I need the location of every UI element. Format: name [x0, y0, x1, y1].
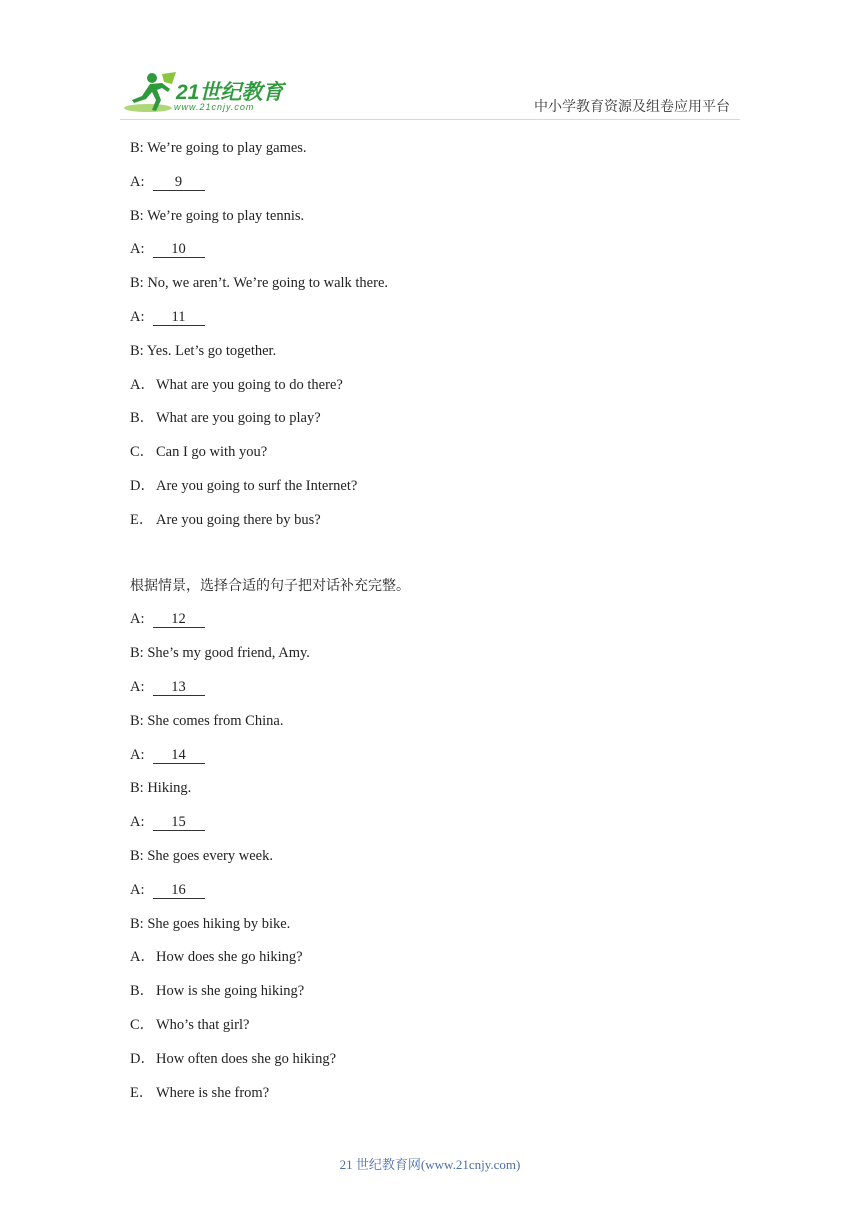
- answer-blank-row: [130, 880, 750, 914]
- option-letter: A．: [130, 949, 155, 966]
- answer-blank-row: [130, 307, 750, 341]
- option-letter: A．: [130, 376, 155, 393]
- speaker-label: A:: [130, 814, 145, 831]
- option-text: Are you going there by bus?: [156, 511, 321, 528]
- answer-blank[interactable]: 12: [153, 611, 205, 628]
- option-letter: D．: [130, 1050, 155, 1067]
- logo-url: www.21cnjy.com: [174, 102, 255, 112]
- footer-link[interactable]: 21 世纪教育网(www.21cnjy.com): [339, 1157, 521, 1172]
- answer-blank[interactable]: 9: [153, 174, 205, 191]
- option-text: Who’s that girl?: [156, 1016, 250, 1033]
- speaker-label: A:: [130, 881, 145, 898]
- option-item[interactable]: [130, 981, 750, 1015]
- exercise-content: [130, 138, 750, 1116]
- option-item[interactable]: [130, 1049, 750, 1083]
- option-letter: D．: [130, 477, 155, 494]
- option-item[interactable]: [130, 947, 750, 981]
- option-letter: E．: [130, 1084, 154, 1101]
- option-text: What are you going to do there?: [156, 376, 343, 393]
- option-item[interactable]: [130, 1083, 750, 1117]
- option-letter: B．: [130, 410, 155, 427]
- dialogue-line: B: We’re going to play games.: [130, 140, 307, 156]
- answer-blank[interactable]: 15: [153, 814, 205, 831]
- option-item[interactable]: [130, 510, 750, 544]
- option-item[interactable]: [130, 1015, 750, 1049]
- dialogue-line: B: No, we aren’t. We’re going to walk there.: [130, 275, 389, 292]
- options-section-1: [130, 375, 750, 544]
- speaker-label: A:: [130, 746, 145, 763]
- dialogue-line: B: We’re going to play tennis.: [130, 207, 305, 224]
- runner-logo-icon: [122, 70, 178, 116]
- answer-blank[interactable]: 13: [153, 679, 205, 696]
- answer-blank-row: [130, 609, 750, 643]
- answer-blank-row: [130, 745, 750, 779]
- option-item[interactable]: [130, 408, 750, 442]
- dialogue-section-1: [130, 138, 750, 375]
- section-gap: [130, 544, 750, 576]
- dialogue-line: B: Hiking.: [130, 780, 192, 797]
- answer-blank-row: [130, 172, 750, 206]
- options-section-2: [130, 947, 750, 1116]
- option-text: What are you going to play?: [156, 410, 321, 427]
- instruction-text: 根据情景，选择合适的句子把对话补充完整。: [130, 577, 410, 594]
- option-letter: B．: [130, 983, 155, 1000]
- dialogue-line: B: Yes. Let’s go together.: [130, 342, 277, 359]
- dialogue-line: B: She’s my good friend, Amy.: [130, 645, 310, 662]
- dialogue-line: B: She goes hiking by bike.: [130, 915, 291, 932]
- site-logo[interactable]: [122, 70, 292, 118]
- answer-blank[interactable]: 11: [153, 309, 205, 326]
- option-text: How is she going hiking?: [156, 983, 305, 1000]
- option-text: How does she go hiking?: [156, 949, 303, 966]
- option-text: How often does she go hiking?: [156, 1050, 337, 1067]
- option-text: Where is she from?: [156, 1084, 270, 1101]
- option-letter: C．: [130, 444, 155, 461]
- dialogue-line: B: She comes from China.: [130, 712, 284, 729]
- speaker-label: A:: [130, 173, 145, 190]
- option-item[interactable]: [130, 476, 750, 510]
- dialogue-line: B: She goes every week.: [130, 847, 273, 864]
- header-divider: [120, 119, 740, 120]
- option-item[interactable]: [130, 442, 750, 476]
- speaker-label: A:: [130, 241, 145, 258]
- dialogue-section-2: [130, 609, 750, 947]
- option-letter: E．: [130, 511, 154, 528]
- answer-blank-row: [130, 239, 750, 273]
- option-letter: C．: [130, 1016, 155, 1033]
- answer-blank[interactable]: 10: [153, 241, 205, 258]
- answer-blank[interactable]: 16: [153, 882, 205, 899]
- option-text: Are you going to surf the Internet?: [156, 477, 358, 494]
- answer-blank-row: [130, 677, 750, 711]
- speaker-label: A:: [130, 678, 145, 695]
- header-platform-title: 中小学教育资源及组卷应用平台: [534, 99, 730, 115]
- answer-blank-row: [130, 812, 750, 846]
- option-item[interactable]: [130, 375, 750, 409]
- speaker-label: A:: [130, 308, 145, 325]
- speaker-label: A:: [130, 611, 145, 628]
- answer-blank[interactable]: 14: [153, 747, 205, 764]
- logo-wordmark: 21世纪教育: [176, 81, 284, 104]
- option-text: Can I go with you?: [156, 444, 268, 461]
